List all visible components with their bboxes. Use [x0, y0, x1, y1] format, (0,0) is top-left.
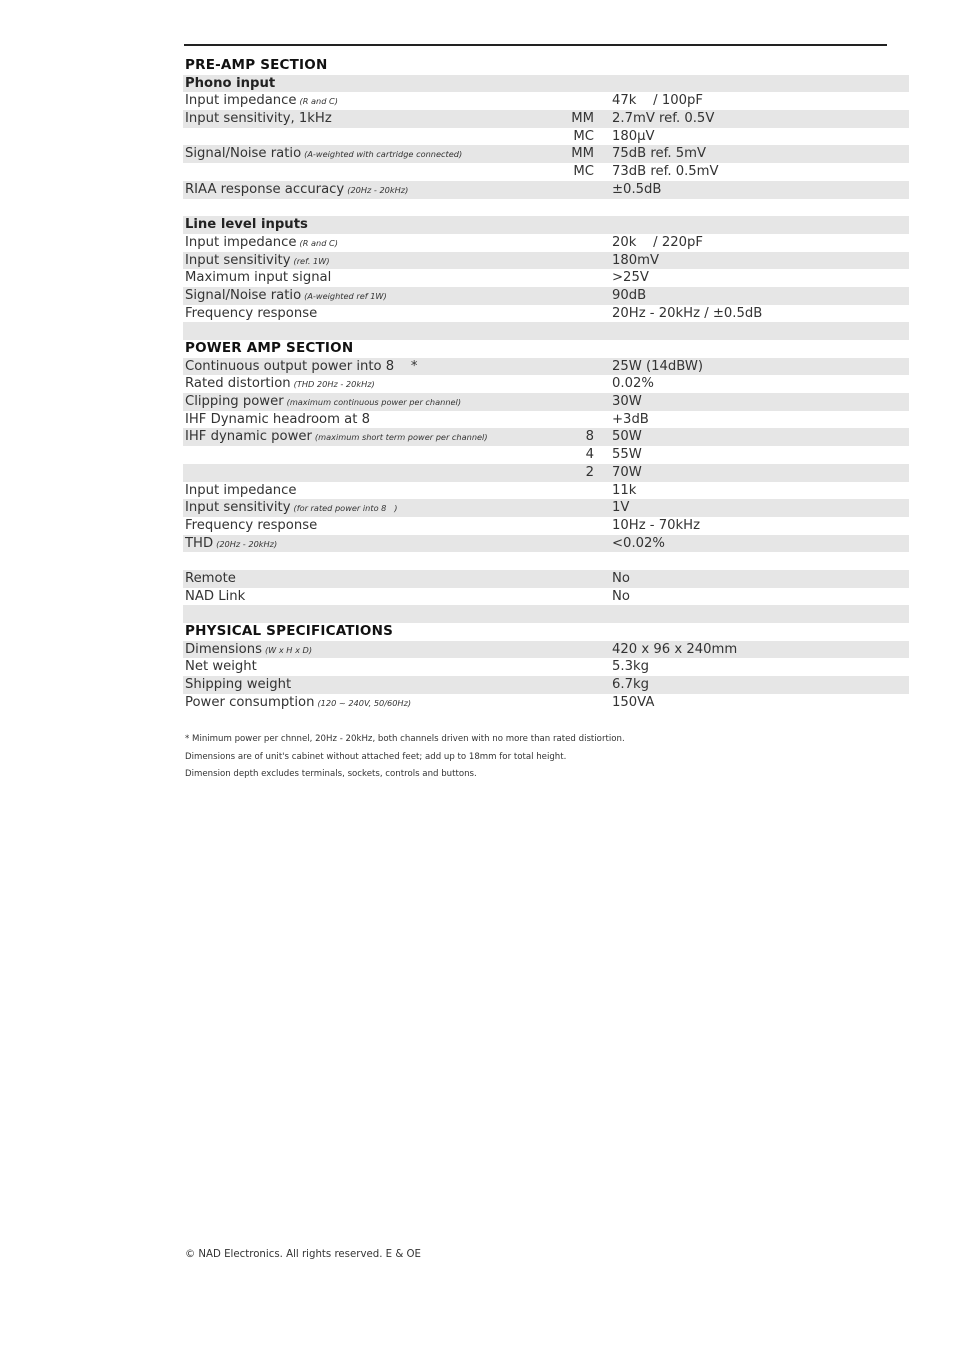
spec-value: 55W	[612, 447, 642, 463]
spec-row	[183, 411, 909, 429]
spec-value: 5.3kg	[612, 659, 649, 675]
section-title	[185, 340, 356, 359]
spec-row	[183, 658, 909, 676]
spec-label	[185, 287, 387, 306]
spec-label	[185, 535, 277, 554]
spec-label	[185, 322, 188, 341]
group-heading-row	[183, 216, 909, 234]
spec-label-text: Phono input	[185, 75, 276, 91]
spec-qualifier: 2	[585, 464, 594, 480]
spec-row	[183, 535, 909, 553]
spec-label-text: Continuous output power into 8 *	[185, 358, 418, 374]
copyright: © NAD Electronics. All rights reserved. E & OE	[185, 1249, 421, 1260]
spec-label-text: Rated distortion	[185, 376, 291, 392]
spec-note: (THD 20Hz - 20kHz)	[293, 379, 375, 390]
spec-row	[183, 234, 909, 252]
spec-value: 11k	[612, 482, 637, 498]
spec-label	[185, 234, 338, 253]
spec-row	[183, 464, 909, 482]
spacer-row	[183, 552, 909, 570]
spec-label-text: NAD Link	[185, 588, 246, 604]
spec-label	[185, 375, 375, 394]
spec-row	[183, 358, 909, 376]
spec-label-text: IHF dynamic power	[185, 429, 312, 445]
spec-label	[185, 482, 300, 501]
spec-label	[185, 269, 334, 288]
spec-label	[185, 641, 312, 660]
spec-value: >25V	[612, 270, 649, 286]
spec-note: (maximum continuous power per channel)	[286, 397, 462, 408]
group-title	[185, 216, 311, 235]
spec-row	[183, 517, 909, 535]
spec-label	[185, 588, 248, 607]
spec-value: 0.02%	[612, 376, 654, 392]
footnote: Dimensions are of unit's cabinet without attached feet; add up to 18mm for total height.	[185, 751, 567, 762]
spec-label-text: Line level inputs	[185, 217, 308, 233]
spec-qualifier: MM	[571, 111, 594, 127]
spec-value: 25W (14dBW)	[612, 358, 704, 374]
spec-label-text: Shipping weight	[185, 677, 292, 693]
spec-row	[183, 305, 909, 323]
spec-label-text: Net weight	[185, 659, 257, 675]
spec-label	[185, 199, 188, 218]
footnote: * Minimum power per chnnel, 20Hz - 20kHz, both channels driven with no more than rated distiortion.	[185, 734, 625, 744]
spec-label	[185, 92, 338, 111]
spec-row	[183, 287, 909, 305]
spec-row	[183, 252, 909, 270]
spec-label	[185, 305, 320, 324]
spec-label-text: POWER AMP SECTION	[185, 340, 354, 356]
spec-label-text: Signal/Noise ratio	[185, 146, 302, 162]
spec-table	[183, 57, 909, 711]
spec-row	[183, 393, 909, 411]
section-heading-row	[183, 57, 909, 75]
spec-row	[183, 641, 909, 659]
spec-value: 90dB	[612, 287, 647, 303]
spec-qualifier: MC	[573, 128, 594, 144]
spec-label-text: Signal/Noise ratio	[185, 287, 302, 303]
spec-label-text: Dimensions	[185, 641, 262, 657]
spec-value: 73dB ref. 0.5mV	[612, 164, 719, 180]
spec-label-text: PHYSICAL SPECIFICATIONS	[185, 623, 394, 639]
spec-label	[185, 464, 188, 483]
spec-row	[183, 110, 909, 128]
spec-label	[185, 570, 239, 589]
spec-value: 70W	[612, 464, 642, 480]
spec-value: 6.7kg	[612, 677, 649, 693]
spec-qualifier: MM	[571, 146, 594, 162]
spec-row	[183, 694, 909, 712]
spec-label-text: Clipping power	[185, 394, 284, 410]
spec-value: +3dB	[612, 411, 649, 427]
spec-label	[185, 658, 260, 677]
spec-label-text: IHF Dynamic headroom at 8	[185, 411, 370, 427]
spec-qualifier: MC	[573, 164, 594, 180]
spec-label	[185, 393, 461, 412]
spec-note: (20Hz - 20kHz)	[216, 538, 278, 549]
spec-note: (A-weighted with cartridge connected)	[304, 149, 463, 160]
spec-row	[183, 269, 909, 287]
spec-label-text: Power consumption	[185, 694, 315, 710]
spec-row	[183, 428, 909, 446]
spec-label-text: Input sensitivity, 1kHz	[185, 111, 332, 127]
spec-row	[183, 446, 909, 464]
group-heading-row	[183, 75, 909, 93]
spec-row	[183, 588, 909, 606]
spec-label	[185, 163, 188, 182]
spec-note: (R and C)	[299, 96, 338, 107]
spec-label-text: PRE-AMP SECTION	[185, 57, 328, 73]
section-heading-row	[183, 340, 909, 358]
top-rule	[184, 44, 887, 46]
spec-note: (20Hz - 20kHz)	[347, 184, 409, 195]
spec-label	[185, 181, 408, 200]
spec-label-text: Input impedance	[185, 234, 297, 250]
spec-qualifier: 4	[585, 447, 594, 463]
spec-label	[185, 517, 320, 536]
spec-note: (ref. 1W)	[293, 255, 330, 266]
spacer-row	[183, 605, 909, 623]
spec-note: (W x H x D)	[264, 644, 313, 655]
spec-label-text: Frequency response	[185, 305, 318, 321]
spec-row	[183, 570, 909, 588]
spec-label-text: Maximum input signal	[185, 270, 332, 286]
spec-value: 75dB ref. 5mV	[612, 146, 706, 162]
spec-value: 1V	[612, 500, 630, 516]
spec-value: ±0.5dB	[612, 181, 662, 197]
spec-value: 47k / 100pF	[612, 93, 703, 109]
spec-label	[185, 110, 335, 129]
spec-value: 10Hz - 70kHz	[612, 517, 701, 533]
spec-label-text: THD	[185, 535, 214, 551]
spec-value: 20k / 220pF	[612, 234, 703, 250]
spec-label-text: Input sensitivity	[185, 500, 291, 516]
spec-label	[185, 411, 373, 430]
spec-label	[185, 694, 411, 713]
spec-value: No	[612, 570, 630, 586]
spacer-row	[183, 322, 909, 340]
spec-note: (120 ~ 240V, 50/60Hz)	[317, 697, 412, 708]
spec-value: No	[612, 588, 630, 604]
spec-label	[185, 499, 397, 518]
spec-value: <0.02%	[612, 535, 665, 551]
spec-row	[183, 163, 909, 181]
spec-label-text: RIAA response accuracy	[185, 181, 345, 197]
spec-row	[183, 181, 909, 199]
section-title	[185, 57, 330, 76]
spec-row	[183, 128, 909, 146]
spec-label-text: Input impedance	[185, 482, 297, 498]
spec-qualifier: 8	[585, 429, 594, 445]
spec-label-text: Remote	[185, 570, 236, 586]
section-heading-row	[183, 623, 909, 641]
spec-label-text: Frequency response	[185, 517, 318, 533]
spec-label	[185, 145, 462, 164]
spec-label	[185, 252, 330, 271]
spec-label	[185, 605, 188, 624]
spec-value: 420 x 96 x 240mm	[612, 641, 738, 657]
spec-value: 2.7mV ref. 0.5V	[612, 111, 715, 127]
spec-value: 180µV	[612, 128, 655, 144]
group-title	[185, 75, 278, 94]
spec-row	[183, 482, 909, 500]
spec-row	[183, 676, 909, 694]
spec-row	[183, 145, 909, 163]
spec-value: 20Hz - 20kHz / ±0.5dB	[612, 305, 763, 321]
spec-row	[183, 92, 909, 110]
spec-label	[185, 128, 188, 147]
spec-value: 150VA	[612, 694, 655, 710]
spec-value: 180mV	[612, 252, 660, 268]
spec-note: (for rated power into 8 )	[293, 503, 398, 514]
spec-value: 50W	[612, 429, 642, 445]
spec-label	[185, 676, 294, 695]
spec-label-text: Input impedance	[185, 93, 297, 109]
spec-value: 30W	[612, 394, 642, 410]
section-title	[185, 623, 396, 642]
spec-note: (maximum short term power per channel)	[314, 432, 488, 443]
spec-label	[185, 446, 188, 465]
spec-label	[185, 358, 421, 377]
spec-note: (R and C)	[299, 237, 338, 248]
spacer-row	[183, 199, 909, 217]
spec-label	[185, 552, 188, 571]
spec-label	[185, 428, 488, 447]
spec-label-text: Input sensitivity	[185, 252, 291, 268]
spec-note: (A-weighted ref 1W)	[304, 290, 387, 301]
footnote: Dimension depth excludes terminals, sockets, controls and buttons.	[185, 769, 477, 780]
spec-row	[183, 375, 909, 393]
footnotes	[185, 732, 625, 785]
spec-row	[183, 499, 909, 517]
